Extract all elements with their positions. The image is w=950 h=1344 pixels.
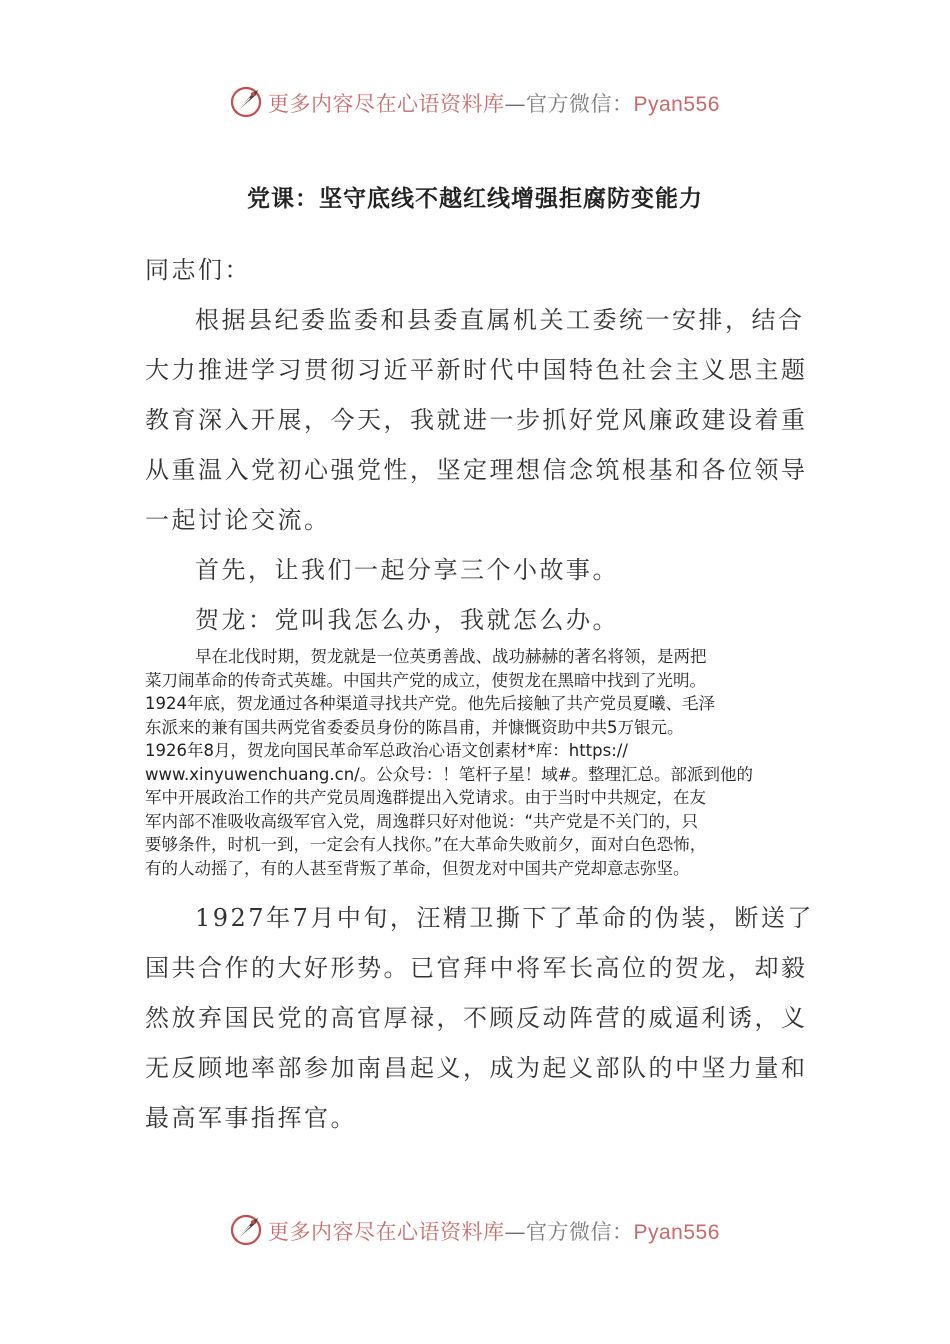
story-line: 东派来的兼有国共两党省委委员身份的陈昌甫，并慷慨资助中共5万银元。 (145, 717, 684, 737)
story-line: 1926年8月，贺龙向国民革命军总政治心语文创素材*库：https:// (145, 741, 628, 760)
story-line: www.xinyuwenchuang.cn/。公众号：！笔杆子星！域#。整理汇总。部派到他的 (145, 764, 754, 784)
para1-line: 大力推进学习贯彻习近平新时代中国特色社会主义思主题 (145, 356, 808, 384)
story-heading: 贺龙：党叫我怎么办，我就怎么办。 (195, 606, 619, 634)
header-banner (0, 82, 950, 122)
para1-line: 一起讨论交流。 (145, 506, 331, 534)
para3-line: 最高军事指挥官。 (145, 1104, 357, 1132)
para2: 首先，让我们一起分享三个小故事。 (195, 556, 619, 584)
banner-official: 官方微信： (526, 92, 634, 116)
footer-banner (0, 1210, 950, 1250)
quill-logo-icon (228, 1212, 264, 1248)
para3-line: 1927年7月中旬，汪精卫撕下了革命的伪装，断送了 (195, 904, 814, 932)
banner-dash: — (504, 92, 526, 116)
banner-official: 官方微信： (526, 1220, 634, 1244)
story-line: 有的人动摇了，有的人甚至背叛了革命，但贺龙对中国共产党却意志弥坚。 (145, 858, 690, 878)
banner-main: 更多内容尽在心语资料库 (268, 1220, 505, 1244)
banner-dash: — (504, 1220, 526, 1244)
story-line: 军内部不准吸收高级军官入党，周逸群只好对他说：“共产党是不关门的，只 (145, 811, 699, 831)
para3-line: 无反顾地率部参加南昌起义，成为起义部队的中坚力量和 (145, 1054, 808, 1082)
story-line: 1924年底，贺龙通过各种渠道寻找共产党。他先后接触了共产党员夏曦、毛泽 (145, 694, 715, 713)
greeting: 同志们： (145, 256, 251, 284)
banner-text (268, 88, 720, 118)
para1-line: 从重温入党初心强党性，坚定理想信念筑根基和各位领导 (145, 456, 808, 484)
banner-text (268, 1216, 720, 1246)
para1-line: 教育深入开展，今天，我就进一步抓好党风廉政建设着重 (145, 406, 808, 434)
banner-id: Pyan556 (633, 1221, 720, 1244)
banner-id: Pyan556 (633, 93, 720, 116)
para3-line: 然放弃国民党的高官厚禄，不顾反动阵营的威逼利诱，义 (145, 1004, 808, 1032)
para1-line: 根据县纪委监委和县委直属机关工委统一安排，结合 (195, 306, 805, 334)
banner-main: 更多内容尽在心语资料库 (268, 92, 505, 116)
story-line: 要够条件，时机一到，一定会有人找你。”在大革命失败前夕，面对白色恐怖， (145, 835, 707, 854)
para3-line: 国共合作的大好形势。已官拜中将军长高位的贺龙，却毅 (145, 954, 808, 982)
story-line: 菜刀闹革命的传奇式英雄。中国共产党的成立，使贺龙在黑暗中找到了光明。 (145, 670, 706, 690)
story-line: 早在北伐时期，贺龙就是一位英勇善战、战功赫赫的著名将领，是两把 (195, 647, 707, 666)
page-title: 党课：坚守底线不越红线增强拒腐防变能力 (247, 186, 703, 212)
quill-logo-icon (228, 84, 264, 120)
story-line: 军中开展政治工作的共产党员周逸群提出入党请求。由于当时中共规定，在友 (145, 788, 706, 807)
